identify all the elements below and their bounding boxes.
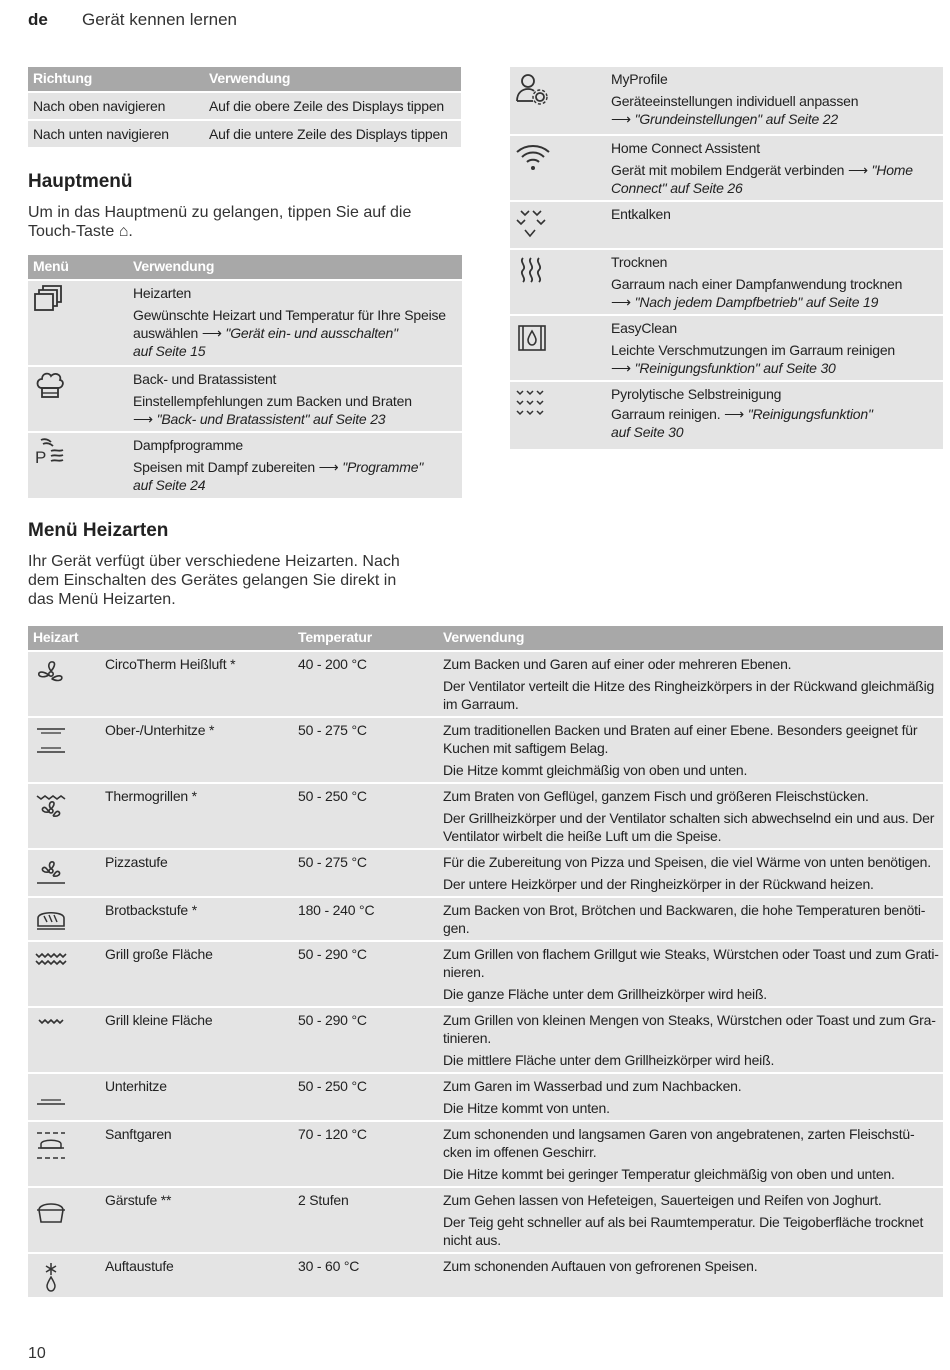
heating-mode-temp: 30 - 60 °C xyxy=(293,1253,438,1297)
heating-mode-use: Zum Garen im Wasserbad und zum Nachbacken. xyxy=(443,1078,742,1094)
table-row xyxy=(28,897,943,941)
half-grill-icon xyxy=(28,1007,100,1073)
navigation-table xyxy=(28,67,461,147)
section-heading: Menü Heizarten xyxy=(28,520,169,541)
table-row xyxy=(28,717,943,783)
column-header: Verwendung xyxy=(438,626,943,651)
heating-mode-detail: Die Hitze kommt von unten. xyxy=(443,1100,610,1116)
section-text: Um in das Hauptmenü zu gelangen, tippen Sie auf die Touch-Taste ⌂. xyxy=(28,204,412,240)
heating-mode-temp: 50 - 250 °C xyxy=(293,1073,438,1121)
table-row xyxy=(28,120,461,147)
pyrolysis-icon xyxy=(510,381,606,449)
menu-item-title: Dampfprogramme xyxy=(133,437,244,453)
full-grill-icon xyxy=(28,941,100,1007)
heating-mode-name: Sanftgaren xyxy=(100,1121,293,1187)
heating-mode-name: Auftaustufe xyxy=(100,1253,293,1297)
table-row xyxy=(510,135,943,201)
heating-mode-use: Zum Backen von Brot, Brötchen und Backwaren, die hohe Temperaturen benöti-gen. xyxy=(443,902,926,936)
chef-hat-icon xyxy=(28,366,128,432)
table-row xyxy=(28,651,943,717)
table-row xyxy=(510,201,943,249)
heating-mode-name: Thermogrillen * xyxy=(100,783,293,849)
heating-modes-icon xyxy=(28,280,128,366)
menu-item-title: Heizarten xyxy=(133,285,192,301)
heating-mode-use: Zum schonenden und langsamen Garen von angebratenen, zarten Fleischstü-cken im offenen Geschirr. xyxy=(443,1126,915,1160)
circotherm-icon xyxy=(28,651,100,717)
language-code: de xyxy=(28,10,48,29)
section-heading: Hauptmenü xyxy=(28,171,133,192)
defrost-icon xyxy=(28,1253,100,1297)
easyclean-icon xyxy=(510,315,606,381)
heating-mode-use: Zum Gehen lassen von Hefeteigen, Sauerteigen und Reifen von Joghurt. xyxy=(443,1192,882,1208)
heating-mode-name: Ober-/Unterhitze * xyxy=(100,717,293,783)
heating-mode-use: Zum schonenden Auftauen von gefrorenen Speisen. xyxy=(443,1258,758,1274)
column-header: Verwendung xyxy=(204,67,461,92)
heating-mode-name: Pizzastufe xyxy=(100,849,293,897)
table-row xyxy=(28,1121,943,1187)
heating-mode-use: Für die Zubereitung von Pizza und Speisen, die viel Wärme von unten benötigen. xyxy=(443,854,931,870)
wifi-icon xyxy=(510,135,606,201)
slow-cook-icon xyxy=(28,1121,100,1187)
table-row xyxy=(28,1253,943,1297)
table-cell: Auf die untere Zeile des Displays tippen xyxy=(204,120,461,147)
page-number: 10 xyxy=(28,1345,46,1362)
menu-item-title: Back- und Bratassistent xyxy=(133,371,277,387)
menu-item-desc: Gewünschte Heizart und Temperatur für Ihre Speise auswählen ⟶ "Gerät ein- und ausschalten" auf Seite 15 xyxy=(133,307,446,359)
table-cell: Auf die obere Zeile des Displays tippen xyxy=(204,92,461,120)
heating-mode-name: Unterhitze xyxy=(100,1073,293,1121)
main-menu-table-continued xyxy=(510,67,943,449)
heating-mode-temp: 50 - 275 °C xyxy=(293,849,438,897)
table-row xyxy=(28,941,943,1007)
heating-mode-name: Brotbackstufe * xyxy=(100,897,293,941)
menu-item-desc: Speisen mit Dampf zubereiten ⟶ "Programme" auf Seite 24 xyxy=(133,459,424,493)
heating-mode-name: CircoTherm Heißluft * xyxy=(100,651,293,717)
heating-mode-temp: 40 - 200 °C xyxy=(293,651,438,717)
svg-text:P: P xyxy=(35,448,47,466)
column-header: Temperatur xyxy=(293,626,438,651)
heating-mode-name: Grill große Fläche xyxy=(100,941,293,1007)
table-cell: Nach unten navigieren xyxy=(28,120,204,147)
column-header: Heizart xyxy=(28,626,293,651)
heating-mode-use: Zum Backen und Garen auf einer oder mehreren Ebenen. xyxy=(443,656,792,672)
menu-item-desc: Leichte Verschmutzungen im Garraum reinigen ⟶ "Reinigungsfunktion" auf Seite 30 xyxy=(611,342,895,376)
table-row xyxy=(510,67,943,135)
chapter-title: Gerät kennen lernen xyxy=(82,10,237,29)
menu-item-title: Home Connect Assistent xyxy=(611,140,760,156)
menu-item-title: MyProfile xyxy=(611,71,668,87)
heating-mode-temp: 50 - 290 °C xyxy=(293,941,438,1007)
menu-item-title: Trocknen xyxy=(611,254,668,270)
heating-mode-temp: 70 - 120 °C xyxy=(293,1121,438,1187)
heating-mode-detail: Der Grillheizkörper und der Ventilator schalten sich abwechselnd ein und aus. Der Ventilator wirbelt die heiße Luft um die Speise. xyxy=(443,810,935,844)
table-row xyxy=(28,1073,943,1121)
heating-mode-detail: Die Hitze kommt gleichmäßig von oben und unten. xyxy=(443,762,748,778)
heating-mode-temp: 50 - 290 °C xyxy=(293,1007,438,1073)
menu-item-desc: Gerät mit mobilem Endgerät verbinden ⟶ "Home Connect" auf Seite 26 xyxy=(611,162,913,196)
heating-modes-table xyxy=(28,626,943,1297)
table-row xyxy=(28,849,943,897)
descale-icon xyxy=(510,201,606,249)
table-row xyxy=(510,315,943,381)
table-row xyxy=(510,381,943,449)
heating-mode-use: Zum traditionellen Backen und Braten auf einer Ebene. Besonders geeignet für Kuchen mit saftigem Belag. xyxy=(443,722,918,756)
menu-item-desc: Garraum nach einer Dampfanwendung trocknen ⟶ "Nach jedem Dampfbetrieb" auf Seite 19 xyxy=(611,276,903,310)
table-row xyxy=(28,92,461,120)
menu-item-title: Pyrolytische Selbstreinigung xyxy=(611,386,782,402)
top-bottom-heat-icon xyxy=(28,717,100,783)
table-row xyxy=(28,1007,943,1073)
menu-item-title: EasyClean xyxy=(611,320,677,336)
menu-item-desc: Einstellempfehlungen zum Backen und Braten ⟶ "Back- und Bratassistent" auf Seite 23 xyxy=(133,393,412,427)
column-header: Verwendung xyxy=(128,255,462,280)
table-row xyxy=(510,249,943,315)
steam-programs-icon xyxy=(28,432,128,498)
table-row xyxy=(28,1187,943,1253)
heating-mode-temp: 2 Stufen xyxy=(293,1187,438,1253)
heating-mode-detail: Der Ventilator verteilt die Hitze des Ringheizkörpers in der Rückwand gleichmäßig im Garraum. xyxy=(443,678,935,712)
table-row xyxy=(28,280,462,366)
heating-mode-name: Gärstufe ** xyxy=(100,1187,293,1253)
heating-mode-temp: 50 - 275 °C xyxy=(293,717,438,783)
drying-icon xyxy=(510,249,606,315)
menu-item-desc: Garraum reinigen. ⟶ "Reinigungsfunktion" auf Seite 30 xyxy=(611,406,873,440)
heating-mode-temp: 50 - 250 °C xyxy=(293,783,438,849)
page-header xyxy=(28,10,237,30)
column-header: Menü xyxy=(28,255,128,280)
heating-mode-temp: 180 - 240 °C xyxy=(293,897,438,941)
menu-item-title: Entkalken xyxy=(611,206,671,222)
heating-mode-use: Zum Grillen von kleinen Mengen von Steaks, Würstchen oder Toast und zum Gra-tinieren. xyxy=(443,1012,936,1046)
heating-mode-detail: Der Teig geht schneller auf als bei Raumtemperatur. Die Teigoberfläche trocknet nicht aus. xyxy=(443,1214,924,1248)
heating-mode-name: Grill kleine Fläche xyxy=(100,1007,293,1073)
heating-mode-use: Zum Braten von Geflügel, ganzem Fisch und größeren Fleischstücken. xyxy=(443,788,869,804)
my-profile-icon xyxy=(510,67,606,135)
menu-item-desc: Geräteeinstellungen individuell anpassen ⟶ "Grundeinstellungen" auf Seite 22 xyxy=(611,93,859,127)
heating-mode-detail: Die mittlere Fläche unter dem Grillheizkörper wird heiß. xyxy=(443,1052,775,1068)
heating-mode-detail: Die Hitze kommt bei geringer Temperatur gleichmäßig von oben und unten. xyxy=(443,1166,895,1182)
heating-mode-use: Zum Grillen von flachem Grillgut wie Steaks, Würstchen oder Toast und zum Grati-nieren. xyxy=(443,946,939,980)
bottom-heat-icon xyxy=(28,1073,100,1121)
pizza-setting-icon xyxy=(28,849,100,897)
heating-mode-detail: Der untere Heizkörper und der Ringheizkörper in der Rückwand heizen. xyxy=(443,876,874,892)
table-row xyxy=(28,432,462,498)
heating-mode-detail: Die ganze Fläche unter dem Grillheizkörper wird heiß. xyxy=(443,986,767,1002)
thermogrill-icon xyxy=(28,783,100,849)
column-header: Richtung xyxy=(28,67,204,92)
bread-baking-icon xyxy=(28,897,100,941)
table-row xyxy=(28,783,943,849)
proofing-icon xyxy=(28,1187,100,1253)
table-row xyxy=(28,366,462,432)
table-cell: Nach oben navigieren xyxy=(28,92,204,120)
main-menu-table xyxy=(28,255,462,498)
section-text: Ihr Gerät verfügt über verschiedene Heizarten. Nach dem Einschalten des Gerätes gelangen Sie direkt in das Menü Heizarten. xyxy=(28,553,400,608)
